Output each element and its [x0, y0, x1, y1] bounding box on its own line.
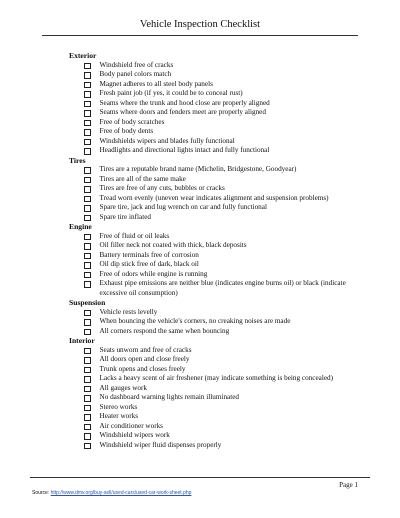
checkbox-icon[interactable] [84, 272, 91, 279]
checkbox-icon[interactable] [84, 91, 91, 98]
checklist-item [70, 393, 360, 403]
checklist-item-text: When bouncing the vehicle's corners, no creaking noises are made [99, 317, 291, 325]
checklist-item-text: Spare tire, jack and lug wrench on car and fully functional [99, 203, 267, 211]
section-suspension [70, 298, 360, 336]
checklist-item [70, 165, 360, 175]
checklist-item-text: Spare tire inflated [99, 212, 151, 221]
checklist-item [70, 251, 360, 261]
checkbox-icon[interactable] [84, 234, 91, 241]
checklist-item-text: Air conditioner works [99, 421, 163, 430]
checkbox-icon[interactable] [84, 101, 91, 108]
checklist-item-text: No dashboard warning lights remain illuminated [99, 393, 240, 401]
checkbox-icon[interactable] [84, 367, 91, 374]
checkbox-icon[interactable] [84, 405, 91, 412]
checkbox-icon[interactable] [84, 177, 91, 184]
checklist-item [70, 317, 360, 327]
checkbox-icon[interactable] [84, 329, 91, 336]
checklist-item [70, 232, 360, 242]
checkbox-icon[interactable] [84, 186, 91, 193]
footer-divider [30, 477, 370, 478]
checklist-item-text: Tires are all of the same make [99, 174, 186, 183]
checklist-item [70, 355, 360, 365]
section-tires [70, 156, 360, 223]
checklist-item [70, 422, 360, 432]
checklist-item-text: Magnet adheres to all steel body panels [99, 79, 213, 88]
source-line [32, 490, 191, 497]
checklist-item [70, 99, 360, 109]
checkbox-icon[interactable] [84, 148, 91, 155]
section-title: Engine [69, 222, 92, 231]
checklist-item [70, 127, 360, 137]
checkbox-icon[interactable] [84, 262, 91, 269]
checkbox-icon[interactable] [84, 357, 91, 364]
checklist-item [70, 80, 360, 90]
checklist-item [70, 61, 360, 71]
checkbox-icon[interactable] [84, 63, 91, 70]
checkbox-icon[interactable] [84, 433, 91, 440]
checklist-item-text: Tires are free of any cuts, bubbles or cracks [99, 184, 225, 192]
checklist-item-text: Fresh paint job (if yes, it could be to conceal rust) [99, 89, 243, 97]
checklist-item [70, 327, 360, 337]
section-title: Tires [69, 155, 86, 165]
checklist-item [70, 441, 360, 451]
checklist-item [70, 89, 360, 99]
checklist-item [70, 431, 360, 441]
checklist-item [70, 260, 360, 270]
checklist-item-text: All doors open and close freely [99, 355, 190, 363]
checkbox-icon[interactable] [84, 110, 91, 117]
checklist-item-text: All gauges work [99, 383, 148, 392]
checklist-item [70, 365, 360, 375]
checkbox-icon[interactable] [84, 120, 91, 127]
checkbox-icon[interactable] [84, 196, 91, 203]
checkbox-icon[interactable] [84, 414, 91, 421]
checklist-item-text: Tires are a reputable brand name (Michelin, Bridgestone, Goodyear) [99, 165, 297, 173]
checklist-item-text: Oil filler neck not coated with thick, black deposits [99, 241, 247, 249]
section-engine [70, 222, 360, 298]
checklist-item [70, 374, 360, 384]
checklist-item [70, 270, 360, 280]
checklist-item-text: Stereo works [99, 402, 138, 411]
checklist-item [70, 70, 360, 80]
checkbox-icon[interactable] [84, 72, 91, 79]
checklist-item-text: Windshield wipers work [99, 431, 170, 439]
section-title: Exterior [69, 51, 97, 60]
checkbox-icon[interactable] [84, 253, 91, 260]
checklist-item-text: Exhaust pipe emissions are neither blue (indicates engine burns oil) or black (indicate excessive oil consumption) [99, 279, 346, 297]
checklist-item [70, 184, 360, 194]
checklist-item-text: Vehicle rests levelly [99, 307, 158, 316]
checklist-item-text: Free of odors while engine is running [99, 269, 208, 278]
checklist-item [70, 279, 360, 298]
checklist-item [70, 194, 360, 204]
section-interior [70, 336, 360, 450]
checkbox-icon[interactable] [84, 376, 91, 383]
checklist-item [70, 118, 360, 128]
checkbox-icon[interactable] [84, 443, 91, 450]
checkbox-icon[interactable] [84, 424, 91, 431]
checkbox-icon[interactable] [84, 215, 91, 222]
checkbox-icon[interactable] [84, 386, 91, 393]
checklist-item-text: Windshields wipers and blades fully functional [99, 136, 235, 145]
checklist-item [70, 241, 360, 251]
checkbox-icon[interactable] [84, 348, 91, 355]
section-exterior [70, 51, 360, 156]
checklist-item [70, 346, 360, 356]
page-number: Page 1 [339, 481, 358, 489]
checklist-item-text: Seats unworn and free of cracks [99, 345, 192, 354]
checklist-item [70, 175, 360, 185]
checklist-item-text: Tread worn evenly (uneven wear indicates alignment and suspension problems) [99, 193, 329, 202]
checklist-item-text: Battery terminals free of corrosion [99, 250, 199, 259]
checklist-item-text: Trunk opens and closes freely [99, 364, 186, 373]
checklist-item [70, 137, 360, 147]
checkbox-icon[interactable] [84, 167, 91, 174]
checkbox-icon[interactable] [84, 395, 91, 402]
checklist [70, 51, 360, 450]
title-divider [42, 35, 358, 36]
source-label: Source: [32, 490, 50, 496]
checkbox-icon[interactable] [84, 319, 91, 326]
checklist-item-text: Heater works [99, 412, 139, 420]
checklist-item-text: Headlights and directional lights intact and fully functional [99, 146, 270, 154]
checklist-item [70, 403, 360, 413]
checkbox-icon[interactable] [84, 243, 91, 250]
checkbox-icon[interactable] [84, 205, 91, 212]
checklist-item [70, 308, 360, 318]
checklist-item [70, 203, 360, 213]
checkbox-icon[interactable] [84, 129, 91, 136]
checklist-item-text: All corners respond the same when bouncing [99, 326, 230, 335]
section-title: Interior [69, 336, 95, 345]
checklist-item-text: Windshield wiper fluid dispenses properly [99, 440, 222, 449]
checklist-item-text: Lacks a heavy scent of air freshener (may indicate something is being concealed) [99, 374, 333, 382]
checklist-item-text: Free of fluid or oil leaks [99, 231, 170, 240]
checklist-item-text: Body panel colors match [99, 70, 172, 78]
checklist-item-text: Seams where doors and fenders meet are properly aligned [99, 108, 266, 116]
checklist-item [70, 412, 360, 422]
source-link[interactable]: http://www.dmv.org/buy-sell/used-cars/used-car-work-sheet.php [50, 490, 192, 496]
checkbox-icon[interactable] [84, 310, 91, 317]
checkbox-icon[interactable] [84, 281, 91, 288]
checkbox-icon[interactable] [84, 139, 91, 146]
section-title: Suspension [69, 298, 106, 307]
checklist-item-text: Free of body scratches [99, 117, 165, 126]
checkbox-icon[interactable] [84, 82, 91, 89]
document-title: Vehicle Inspection Checklist [139, 19, 261, 30]
checklist-item-text: Oil dip stick free of dark, black oil [99, 260, 199, 268]
checklist-item [70, 384, 360, 394]
checklist-item-text: Windshield free of cracks [99, 60, 174, 69]
checklist-item [70, 108, 360, 118]
checklist-item-text: Seams where the trunk and hood close are properly aligned [99, 98, 270, 107]
checklist-item-text: Free of body dents [99, 127, 154, 135]
checklist-item [70, 146, 360, 156]
checklist-item [70, 213, 360, 223]
